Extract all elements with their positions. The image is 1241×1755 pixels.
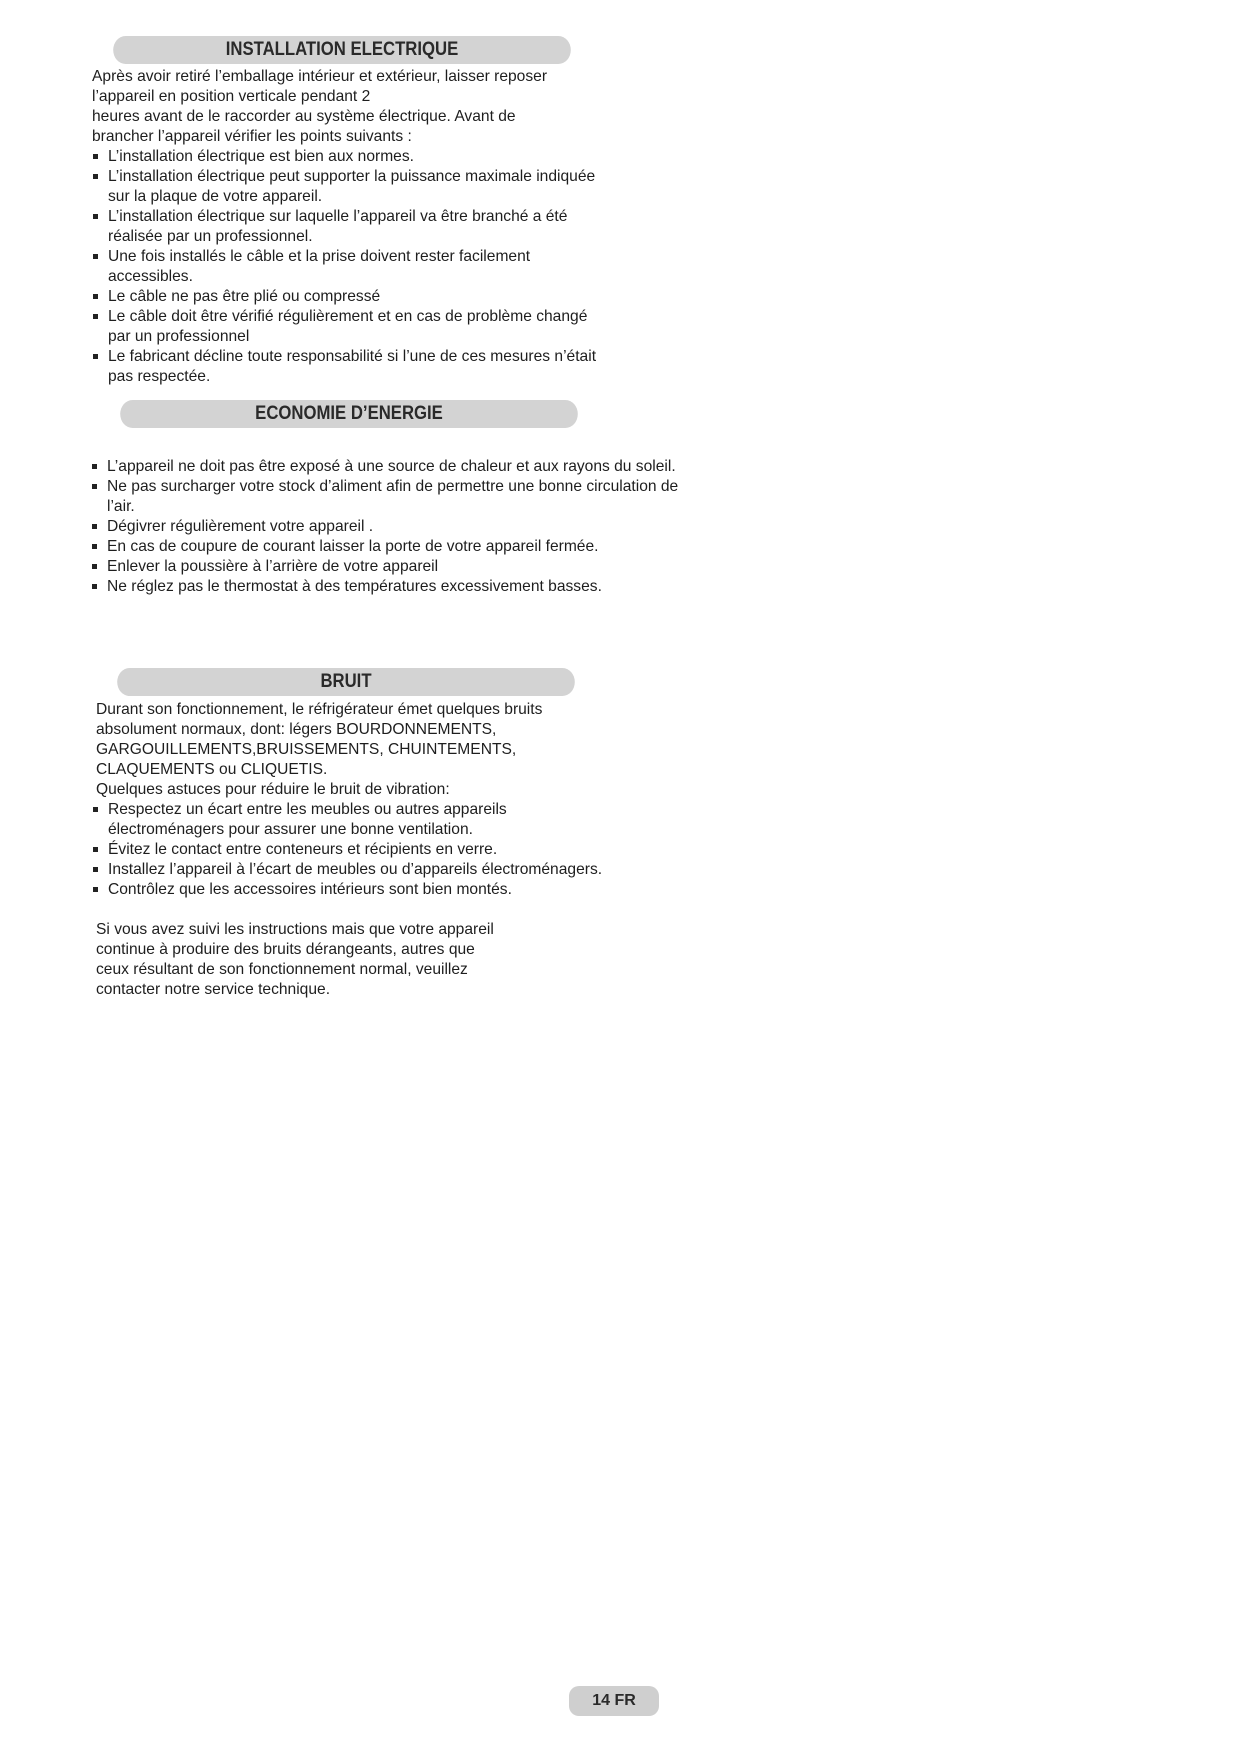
bruit-body [96,700,616,1000]
list-item: En cas de coupure de courant laisser la porte de votre appareil fermée. [91,537,691,557]
section-title-installation: INSTALLATION ELECTRIQUE [113,36,571,64]
list-item: Le câble doit être vérifié régulièrement et en cas de problème changé par un professionnel [92,307,612,347]
bruit-intro-line: Quelques astuces pour réduire le bruit de vibration: [96,781,450,798]
page-number-badge: 14 FR [569,1686,659,1716]
installation-intro-line: heures avant de le raccorder au système électrique. Avant de [92,108,516,125]
bruit-intro-line: GARGOUILLEMENTS,BRUISSEMENTS, CHUINTEMENTS, [96,741,517,758]
installation-intro-line: l’appareil en position verticale pendant 2 [92,88,371,105]
bruit-intro-line: Durant son fonctionnement, le réfrigérateur émet quelques bruits [96,701,543,718]
list-item: Contrôlez que les accessoires intérieurs sont bien montés. [92,880,616,900]
list-item: Une fois installés le câble et la prise doivent rester facilement accessibles. [92,247,612,287]
list-item: Installez l’appareil à l’écart de meubles ou d’appareils électroménagers. [92,860,616,880]
section-title-bruit: BRUIT [117,668,575,696]
list-item: Enlever la poussière à l’arrière de votre appareil [91,557,691,577]
list-item: Évitez le contact entre conteneurs et récipients en verre. [92,840,616,860]
section-title-energie: ECONOMIE D’ENERGIE [120,400,578,428]
list-item: L’installation électrique peut supporter la puissance maximale indiquée sur la plaque de votre appareil. [92,167,612,207]
list-item: Respectez un écart entre les meubles ou autres appareils électroménagers pour assurer une bonne ventilation. [92,800,616,840]
installation-intro-line: brancher l’appareil vérifier les points suivants : [92,128,412,145]
list-item: Le fabricant décline toute responsabilité si l’une de ces mesures n’était pas respectée. [92,347,612,387]
list-item: Le câble ne pas être plié ou compressé [92,287,612,307]
bruit-intro-line: CLAQUEMENTS ou CLIQUETIS. [96,761,328,778]
bruit-bullet-list [92,800,616,900]
installation-body [92,67,612,387]
bruit-outro-line: continue à produire des bruits dérangeants, autres que [96,941,475,958]
bruit-outro-line: contacter notre service technique. [96,981,331,998]
list-item: Dégivrer régulièrement votre appareil . [91,517,691,537]
list-item: Ne pas surcharger votre stock d’aliment afin de permettre une bonne circulation de l’air. [91,477,691,517]
bruit-outro-line: ceux résultant de son fonctionnement normal, veuillez [96,961,468,978]
list-item: Ne réglez pas le thermostat à des températures excessivement basses. [91,577,691,597]
list-item: L’appareil ne doit pas être exposé à une source de chaleur et aux rayons du soleil. [91,457,691,477]
list-item: L’installation électrique sur laquelle l’appareil va être branché a été réalisée par un professionnel. [92,207,612,247]
installation-bullet-list [92,147,612,387]
installation-intro-line: Après avoir retiré l’emballage intérieur et extérieur, laisser reposer [92,68,548,85]
bruit-outro-line: Si vous avez suivi les instructions mais que votre appareil [96,921,494,938]
bruit-intro-line: absolument normaux, dont: légers BOURDONNEMENTS, [96,721,497,738]
list-item: L’installation électrique est bien aux normes. [92,147,612,167]
energie-bullet-list [91,457,691,597]
energie-body [91,457,691,597]
